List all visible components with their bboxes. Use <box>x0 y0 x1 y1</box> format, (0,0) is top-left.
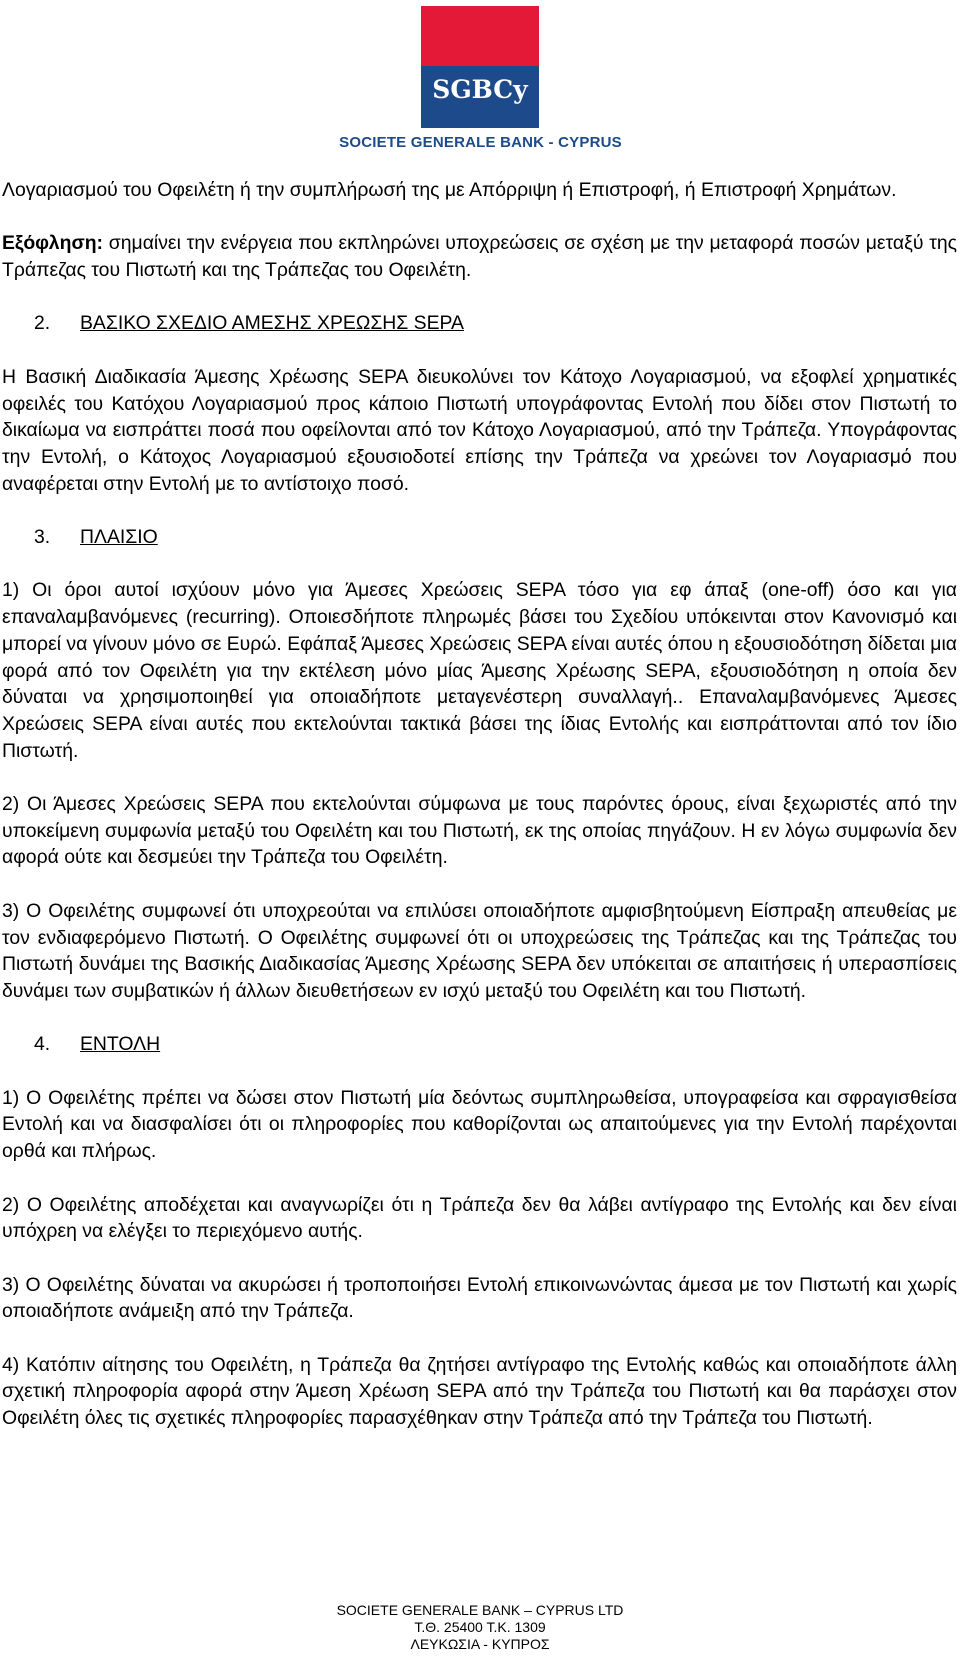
section-heading <box>2 524 957 551</box>
footer-company: SOCIETE GENERALE BANK – CYPRUS LTD <box>336 1602 624 1618</box>
section-paragraph: 3) Ο Οφειλέτης συμφωνεί ότι υποχρεούται να επιλύσει οποιαδήποτε αμφισβητούμενη Είσπραξη απευθείας με τον ενδιαφερόμενο Πιστωτή. Ο Οφειλέτης συμφωνεί ότι οι υποχρεώσεις της Τράπεζας και της Τράπεζας του Πιστωτή δυνάμει της Βασικής Διαδικασίας Άμεσης Χρέωσης SEPA δεν υπόκειται σε απαιτήσεις ή υπερασπίσεις δυνάμει των συμβατικών ή άλλων διευθετήσεων εν ισχύ μεταξύ του Οφειλέτη και του Πιστωτή. <box>2 899 957 1002</box>
section-paragraph: 1) Οι όροι αυτοί ισχύουν μόνο για Άμεσες Χρεώσεις SEPA τόσο για εφ άπαξ (one-off) όσο και για επαναλαμβανόμενες (recurring). Οποιεσδήποτε πληρωμές βάσει του Σχεδίου υπόκεινται στον Κανονισμό και μπορεί να γίνουν μόνο σε Ευρώ. Εφάπαξ Άμεσες Χρεώσεις SEPA είναι αυτές όπου η εξουσιοδότηση δίδεται μια φορά από τον Οφειλέτη για την εκτέλεση μόνο μίας Άμεσης Χρέωσης SEPA, εξουσιοδότηση η οποία δεν δύναται να χρησιμοποιηθεί για οποιαδήποτε μεταγενέστερη συναλλαγή.. Επαναλαμβανόμενες Άμεσες Χρεώσεις SEPA είναι αυτές που εκτελούνται τακτικά βάσει της ίδιας Εντολής και εισπράττονται από τον ίδιο Πιστωτή. <box>2 579 957 762</box>
definition-term: Εξόφληση: <box>2 232 104 255</box>
intro-paragraph: Λογαριασμού του Οφειλέτη ή την συμπλήρωσή της με Απόρριψη ή Επιστροφή, ή Επιστροφή Χρημάτων. <box>2 179 897 201</box>
section-heading <box>2 310 957 337</box>
section-title: ΒΑΣΙΚΟ ΣΧΕΔΙΟ ΑΜΕΣΗΣ ΧΡΕΩΣΗΣ SEPA <box>80 312 464 335</box>
section-paragraph: 2) Ο Οφειλέτης αποδέχεται και αναγνωρίζει ότι η Τράπεζα δεν θα λάβει αντίγραφο της Εντολής και δεν είναι υπόχρεη να ελέγξει το περιεχόμενο αυτής. <box>2 1193 957 1243</box>
section-heading <box>2 1031 957 1058</box>
page-footer <box>0 1602 960 1653</box>
section-paragraph: 3) Ο Οφειλέτης δύναται να ακυρώσει ή τροποποιήσει Εντολή επικοινωνώντας άμεσα με τον Πιστωτή και χωρίς οποιαδήποτε ανάμειξη από την Τράπεζα. <box>2 1273 957 1323</box>
section-paragraph: 4) Κατόπιν αίτησης του Οφειλέτη, η Τράπεζα θα ζητήσει αντίγραφο της Εντολής καθώς και οποιαδήποτε άλλη σχετική πληροφορία αφορά στην Άμεση Χρέωση SEPA από την Τράπεζα του Πιστωτή και θα παράσχει στον Οφειλέτη όλες τις σχετικές πληροφορίες παρασχέθηκαν στην Τράπεζα από την Τράπεζα του Πιστωτή. <box>2 1353 957 1430</box>
section-title: ΕΝΤΟΛΗ <box>80 1033 161 1056</box>
definition-text: σημαίνει την ενέργεια που εκπληρώνει υποχρεώσεις σε σχέση με την μεταφορά ποσών μεταξύ της Τράπεζας του Πιστωτή και της Τράπεζας του Οφειλέτη. <box>2 232 957 282</box>
section-title: ΠΛΑΙΣΙΟ <box>80 526 158 549</box>
footer-address: Τ.Θ. 25400 Τ.Κ. 1309 <box>414 1619 546 1635</box>
section-number: 4. <box>34 1033 51 1056</box>
section-paragraph: Η Βασική Διαδικασία Άμεσης Χρέωσης SEPA διευκολύνει τον Κάτοχο Λογαριασμού, να εξοφλεί χρηματικές οφειλές του Κατόχου Λογαριασμού προς κάποιο Πιστωτή υπογράφοντας Εντολή που δίδει στον Πιστωτή το δικαίωμα να εισπράττει ποσά που οφείλονται από τον Κάτοχο Λογαριασμού, από την Τράπεζα. Υπογράφοντας την Εντολή, ο Κάτοχος Λογαριασμού εξουσιοδοτεί επίσης την Τράπεζα να χρεώνει τον Λογαριασμό που αναφέρεται στην Εντολή με το αντίστοιχο ποσό. <box>2 365 957 495</box>
footer-city: ΛΕΥΚΩΣΙΑ - ΚΥΠΡΟΣ <box>410 1636 550 1652</box>
logo-red-block <box>421 6 539 66</box>
logo-letters: SGBCy <box>432 75 528 104</box>
bank-logo <box>318 6 643 151</box>
section-paragraph: 2) Οι Άμεσες Χρεώσεις SEPA που εκτελούνται σύμφωνα με τους παρόντες όρους, είναι ξεχωριστές από την υποκείμενη συμφωνία μεταξύ του Οφειλέτη και του Πιστωτή, εκ της οποίας πηγάζουν. Η εν λόγω συμφωνία δεν αφορά ούτε και δεσμεύει την Τράπεζα του Οφειλέτη. <box>2 793 957 869</box>
section-paragraph: 1) Ο Οφειλέτης πρέπει να δώσει στον Πιστωτή μία δεόντως συμπληρωθείσα, υπογραφείσα και σφραγισθείσα Εντολή και να διασφαλίσει ότι οι πληροφορίες που καθορίζονται ως απαιτούμενες για την Εντολή παρέχονται ορθά και πλήρως. <box>2 1086 957 1163</box>
section-number: 3. <box>34 526 51 549</box>
logo-mark <box>421 6 539 128</box>
logo-bank-name: SOCIETE GENERALE BANK - CYPRUS <box>339 134 622 151</box>
section-number: 2. <box>34 312 51 335</box>
document-body <box>2 177 957 1432</box>
definition-paragraph <box>2 230 957 283</box>
